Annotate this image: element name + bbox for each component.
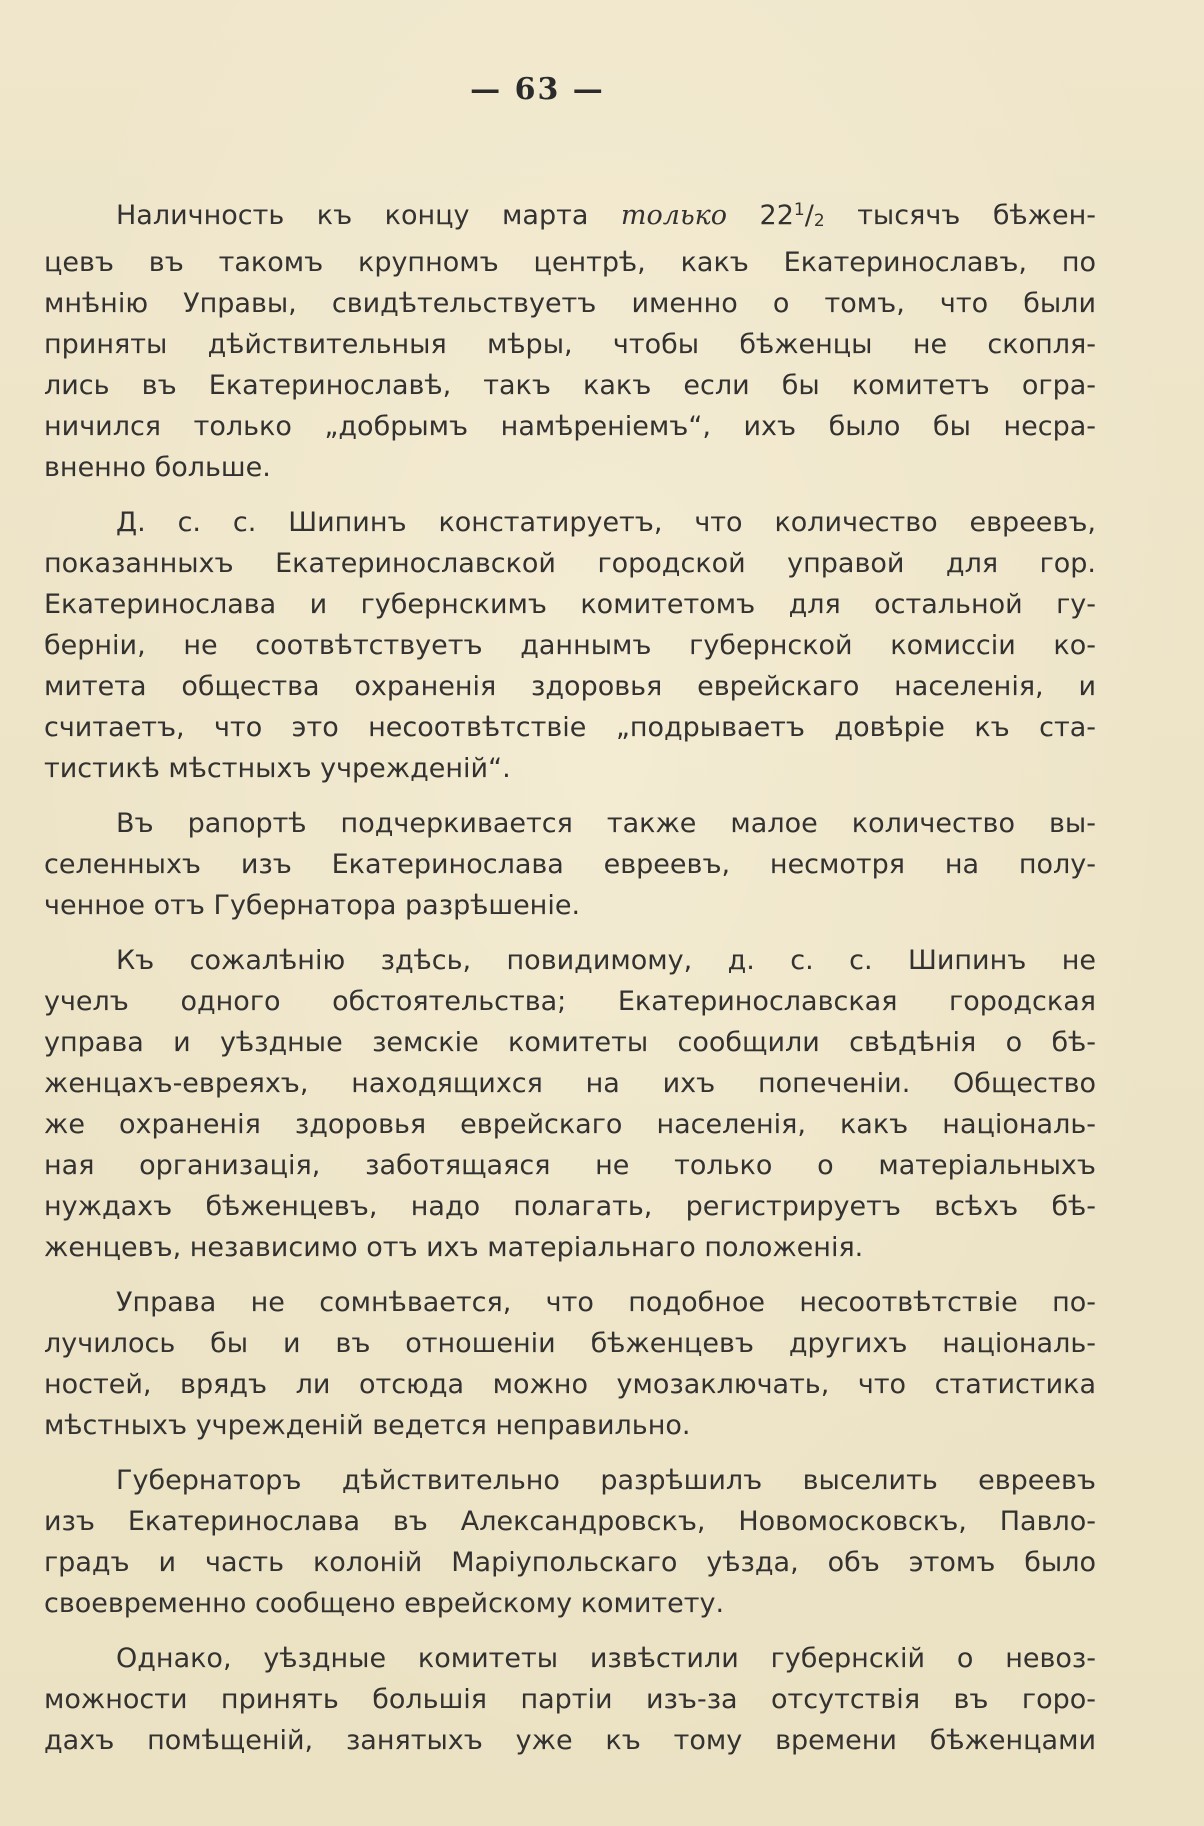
text-line: лучилось бы и въ отношеніи бѣженцевъ другихъ національ- — [44, 1328, 1096, 1359]
text-line: считаетъ, что это несоотвѣтствіе „подрываетъ довѣріе къ ста- — [44, 712, 1096, 743]
paragraph — [44, 940, 1096, 1268]
text-line: селенныхъ изъ Екатеринослава евреевъ, несмотря на полу- — [44, 849, 1096, 880]
text-line: митета общества охраненія здоровья еврейскаго населенія, и — [44, 671, 1096, 702]
text-line: же охраненія здоровья еврейскаго населенія, какъ національ- — [44, 1109, 1096, 1140]
text-line: ченное отъ Губернатора разрѣшеніе. — [44, 890, 581, 921]
text-line: нуждахъ бѣженцевъ, надо полагать, регистрируетъ всѣхъ бѣ- — [44, 1191, 1096, 1222]
text-line: можности принять большія партіи изъ-за отсутствія въ горо- — [44, 1684, 1096, 1715]
page-number: — 63 — — [470, 72, 605, 107]
paragraph — [44, 1638, 1096, 1761]
text-line: Управа не сомнѣвается, что подобное несоотвѣтствіе по- — [116, 1287, 1096, 1318]
text-line: мнѣнію Управы, свидѣтельствуетъ именно о томъ, что были — [44, 288, 1096, 319]
text-line: приняты дѣйствительныя мѣры, чтобы бѣженцы не скопля- — [44, 329, 1096, 360]
text-line: ностей, врядъ ли отсюда можно умозаключать, что статистика — [44, 1369, 1096, 1400]
paragraph — [44, 1460, 1096, 1624]
text-line: женцахъ-евреяхъ, находящихся на ихъ попеченіи. Общество — [44, 1068, 1096, 1099]
text-line: Екатеринослава и губернскимъ комитетомъ для остальной гу- — [44, 589, 1096, 620]
text-line: вненно больше. — [44, 452, 271, 483]
body-text — [44, 190, 1096, 1775]
paragraph — [44, 1282, 1096, 1446]
text-line: цевъ въ такомъ крупномъ центрѣ, какъ Екатеринославъ, по — [44, 247, 1096, 278]
text-line: Губернаторъ дѣйствительно разрѣшилъ выселить евреевъ — [116, 1465, 1096, 1496]
fraction-slash: / — [804, 200, 814, 231]
text-line: берніи, не соотвѣтствуетъ даннымъ губернской комиссіи ко- — [44, 630, 1096, 661]
text-line: женцевъ, независимо отъ ихъ матеріальнаго положенія. — [44, 1232, 864, 1263]
text-line: градъ и часть колоній Маріупольскаго уѣзда, объ этомъ было — [44, 1547, 1096, 1578]
text-line: Къ сожалѣнію здѣсь, повидимому, д. с. с. Шипинъ не — [116, 945, 1096, 976]
text-line: своевременно сообщено еврейскому комитету. — [44, 1588, 725, 1619]
text-line: Д. с. с. Шипинъ констатируетъ, что количество евреевъ, — [116, 507, 1096, 538]
fraction-denominator: 2 — [813, 211, 825, 231]
text-line: управа и уѣздные земскіе комитеты сообщили свѣдѣнія о бѣ- — [44, 1027, 1096, 1058]
text-line: дахъ помѣщеній, занятыхъ уже къ тому времени бѣженцами — [44, 1725, 1096, 1756]
paragraph — [44, 502, 1096, 789]
text-line: ная организація, заботящаяся не только о матеріальныхъ — [44, 1150, 1096, 1181]
text-line: мѣстныхъ учрежденій ведется неправильно. — [44, 1410, 691, 1441]
text-line: Наличность къ концу марта только $22^1/2$ тысячъ бѣжен- — [116, 200, 1096, 231]
paragraph — [44, 803, 1096, 926]
paragraph — [44, 190, 1096, 488]
text-line: тистикѣ мѣстныхъ учрежденій“. — [44, 753, 511, 784]
text-line: учелъ одного обстоятельства; Екатеринославская городская — [44, 986, 1096, 1017]
italic-word: только — [620, 200, 728, 231]
text-line: ничился только „добрымъ намѣреніемъ“, ихъ было бы несра- — [44, 411, 1096, 442]
text-line: показанныхъ Екатеринославской городской управой для гор. — [44, 548, 1096, 579]
text-line: лись въ Екатеринославѣ, такъ какъ если бы комитетъ огра- — [44, 370, 1096, 401]
text-line: Однако, уѣздные комитеты извѣстили губернскій о невоз- — [116, 1643, 1096, 1674]
fraction-numerator: 1 — [793, 200, 805, 220]
text-line: Въ рапортѣ подчеркивается также малое количество вы- — [116, 808, 1096, 839]
text-line: изъ Екатеринослава въ Александровскъ, Новомосковскъ, Павло- — [44, 1506, 1096, 1537]
